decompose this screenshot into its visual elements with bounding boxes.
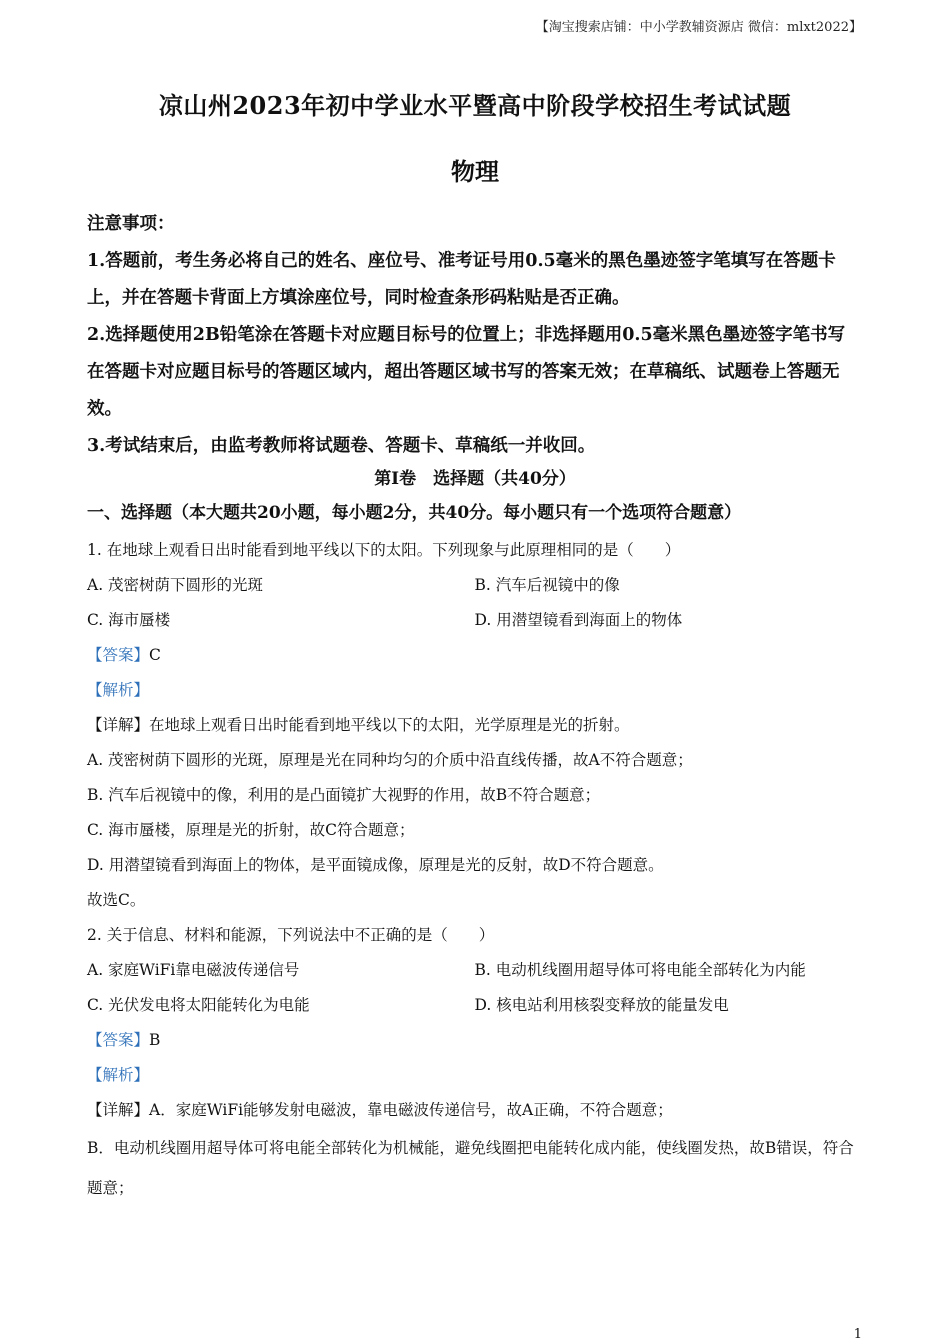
q1-explain-line: D. 用潜望镜看到海面上的物体，是平面镜成像，原理是光的反射，故D不符合题意。 [87,856,664,874]
q1-detail [87,708,862,743]
notes-heading: 注意事项： [87,214,175,234]
detail-tag: 【详解】 [87,1101,150,1119]
questions-body [87,533,862,1208]
q2-options-row [87,953,862,988]
q1-explain-line: C. 海市蜃楼，原理是光的折射，故C符合题意； [87,821,415,839]
q2-explain-line: B．电动机线圈用超导体可将电能全部转化为机械能，避免线圈把电能转化成内能，使线圈发热，故B错误，符合题意； [87,1139,854,1197]
q1-explain-line: B. 汽车后视镜中的像，利用的是凸面镜扩大视野的作用，故B不符合题意； [87,786,601,804]
q1-option-a: A. 茂密树荫下圆形的光斑 [87,576,264,594]
section-title: 第Ⅰ卷 选择题（共40分） [374,469,576,489]
notes-item: 1.答题前，考生务必将自己的姓名、座位号、准考证号用0.5毫米的黑色墨迹签字笔填写在答题卡上，并在答题卡背面上方填涂座位号，同时检查条形码粘贴是否正确。 [87,251,836,308]
doc-title: 凉山州2023年初中学业水平暨高中阶段学校招生考试试题 [158,91,792,120]
store-header: 【淘宝搜索店铺：中小学教辅资源店 微信：mlxt2022】 [535,20,862,35]
notes-item: 2.选择题使用2B铅笔涂在答题卡对应题目标号的位置上；非选择题用0.5毫米黑色墨迹签字笔书写在答题卡对应题目标号的答题区域内，超出答题区域书写的答案无效；在草稿纸、试题卷上答题无效。 [87,325,846,419]
q2-analysis [87,1058,862,1093]
q2-answer [87,1023,862,1058]
answer-value: B [149,1031,161,1049]
q2-option-c: C. 光伏发电将太阳能转化为电能 [87,996,310,1014]
notes-item: 3.考试结束后，由监考教师将试题卷、答题卡、草稿纸一并收回。 [87,436,596,456]
doc-subject: 物理 [451,157,499,186]
section-subtitle: 一、选择题（本大题共20小题，每小题2分，共40分。每小题只有一个选项符合题意） [87,503,742,523]
answer-value: C [149,646,161,664]
answer-tag: 【答案】 [87,646,150,664]
q2-options-row [87,988,862,1023]
q2-stem: 2. 关于信息、材料和能源，下列说法中不正确的是（ ） [87,926,495,944]
q1-answer [87,638,862,673]
page-number: 1 [853,1327,862,1342]
q2-detail [87,1093,862,1128]
detail-tag: 【详解】 [87,716,150,734]
q1-options-row [87,603,862,638]
q1-option-b: B. 汽车后视镜中的像 [474,576,620,594]
analysis-tag: 【解析】 [87,681,150,699]
detail-text: A．家庭WiFi能够发射电磁波，靠电磁波传递信号，故A正确，不符合题意； [149,1101,673,1119]
q2-option-b: B. 电动机线圈用超导体可将电能全部转化为内能 [474,961,806,979]
notes-block [87,206,862,465]
q1-stem: 1. 在地球上观看日出时能看到地平线以下的太阳。下列现象与此原理相同的是（ ） [87,541,681,559]
q2-option-a: A. 家庭WiFi靠电磁波传递信号 [87,961,300,979]
q1-conclusion: 故选C。 [87,891,146,909]
detail-text: 在地球上观看日出时能看到地平线以下的太阳，光学原理是光的折射。 [149,716,630,734]
q1-options-row [87,568,862,603]
q2-option-d: D. 核电站利用核裂变释放的能量发电 [474,996,729,1014]
analysis-tag: 【解析】 [87,1066,150,1084]
q1-option-c: C. 海市蜃楼 [87,611,171,629]
q1-explain-line: A. 茂密树荫下圆形的光斑，原理是光在同种均匀的介质中沿直线传播，故A不符合题意； [87,751,693,769]
q1-option-d: D. 用潜望镜看到海面上的物体 [474,611,683,629]
answer-tag: 【答案】 [87,1031,150,1049]
q1-analysis [87,673,862,708]
